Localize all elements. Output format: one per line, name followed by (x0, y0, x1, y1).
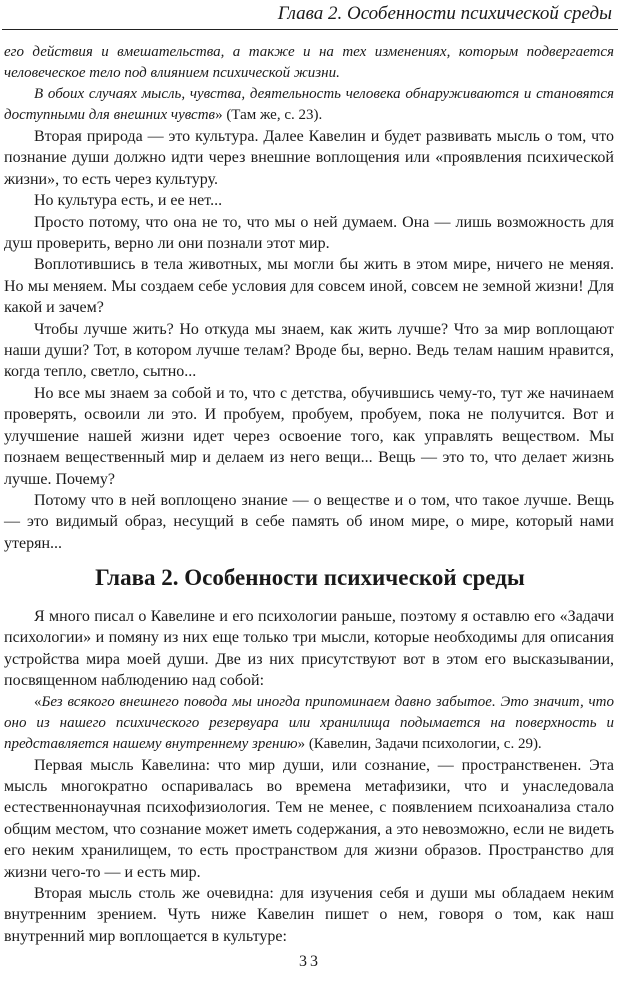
running-header: Глава 2. Особенности психической среды (277, 3, 612, 24)
header-rule (2, 29, 618, 30)
paragraph: Но культура есть, и ее нет... (34, 192, 223, 210)
paragraph-quote-continuation (4, 42, 614, 84)
top-text-block (4, 42, 614, 554)
paragraph: Но все мы знаем за собой и то, что с детства, обучившись чему-то, тут же начинаем проверять, освоили ли это. И пробуем, пробуем, пробуем, пока не получится. Вот и улучшение нашей жизни идет через освоение того, как управлять веществом. Мы познаем вещественный мир и делаем из него вещи... Вещь — это то, что делает жизнь лучше. Почему? (4, 384, 614, 488)
paragraph: Воплотившись в тела животных, мы могли бы жить в этом мире, ничего не меняя. Но мы меняем. Мы создаем себе условия для совсем иной, совсем не земной жизни! Для какой и зачем? (4, 256, 614, 317)
chapter-title: Глава 2. Особенности психической среды (95, 565, 525, 590)
quote-citation: » (Кавелин, Задачи психологии, с. 29). (297, 735, 542, 752)
quote-italic-text: его действия и вмешательства, а также и на тех изменениях, которым подвергается человеческое тело под влиянием психической жизни. (4, 44, 614, 81)
quote-open-mark: « (34, 693, 42, 710)
paragraph: Вторая природа — это культура. Далее Кавелин и будет развивать мысль о том, что познание души должно идти через внешние воплощения или «проявления психической жизни», то есть через культуру. (4, 128, 614, 188)
bottom-text-block (4, 606, 614, 947)
quote-citation: » (Там же, с. 23). (215, 107, 323, 123)
paragraph: Первая мысль Кавелина: что мир души, или сознание, — пространственен. Эта мысль многократно оспаривалась во времена метафизики, что и унаследовала естественнонаучная психофизиология. Тем не менее, с появлением психоанализа стало общим местом, что сознание может иметь содержания, а это невозможно, если не видеть его неким хранилищем, то есть пространством для жизни образов. Пространство для жизни чего-то — и есть мир. (4, 756, 614, 881)
paragraph-quote (4, 84, 614, 126)
page-number: 33 (299, 953, 321, 970)
paragraph-quote (4, 692, 614, 755)
paragraph: Просто потому, что она не то, что мы о ней думаем. Она — лишь возможность для душ проверить, верно ли они познали этот мир. (4, 213, 614, 253)
paragraph: Вторая мысль столь же очевидна: для изучения себя и души мы обладаем неким внутренним зрением. Чуть ниже Кавелин пишет о нем, говоря о том, как наш внутренний мир воплощается в культуре: (4, 885, 614, 945)
paragraph: Я много писал о Кавелине и его психологии раньше, поэтому я оставлю его «Задачи психологии» и помяну из них еще только три мысли, которые необходимы для описания устройства мира моей души. Две из них присутствуют вот в этом его высказывании, посвященном наблюдению над собой: (4, 608, 614, 690)
paragraph: Потому что в ней воплощено знание — о веществе и о том, что такое лучше. Вещь — это видимый образ, несущий в себе память об ином мире, о мире, который нами утерян... (4, 491, 614, 552)
quote-italic-text: Без всякого внешнего повода мы иногда припоминаем давно забытое. Это значит, что оно из нашего психического резервуара или хранилища подымается на поверхность и представляется нашему внутреннему зрению (4, 693, 614, 752)
paragraph: Чтобы лучше жить? Но откуда мы знаем, как жить лучше? Что за мир воплощают наши души? Тот, в котором лучше телам? Вроде бы, верно. Ведь телам нашим нравится, когда тепло, светло, сытно... (4, 320, 614, 381)
quote-italic-text: В обоих случаях мысль, чувства, деятельность человека обнаруживаются и становятся доступными для внешних чувств (4, 86, 614, 123)
